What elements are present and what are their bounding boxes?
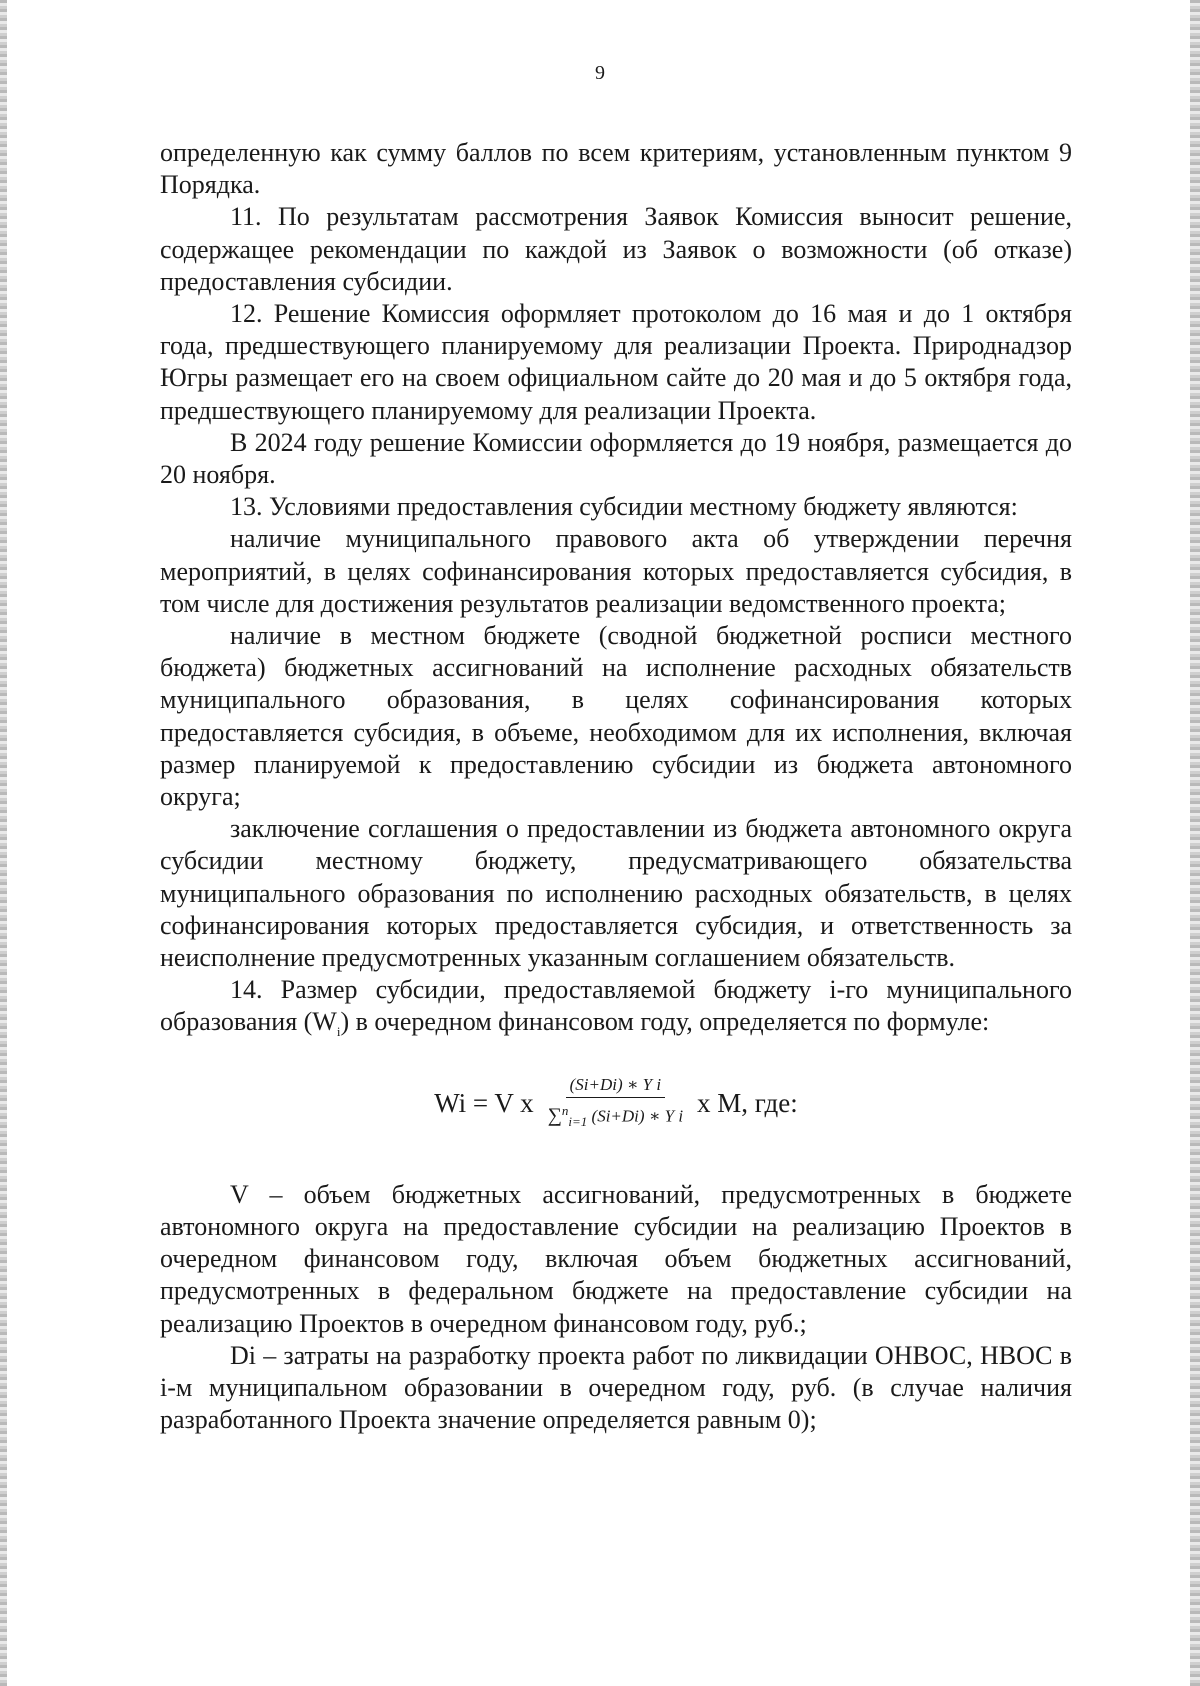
paragraph: Di – затраты на разработку проекта работ по ликвидации ОНВОС, НВОС в i-м муниципальном образовании в очередном году, руб. (в случае наличия разработанного Проекта значение определяется равным 0); <box>160 1340 1072 1435</box>
paragraph: определенную как сумму баллов по всем критериям, установленным пунктом 9 Порядка. <box>160 138 1072 200</box>
paragraph: В 2024 году решение Комиссии оформляется до 19 ноября, размещается до 20 ноября. <box>160 427 1072 490</box>
sum-lower-limit: i=1 <box>568 1113 588 1129</box>
scan-edge-right <box>1190 0 1200 1686</box>
spacer <box>160 1157 1072 1179</box>
paragraph: 12. Решение Комиссия оформляет протоколом до 16 мая и до 1 октября года, предшествующего планируемому для реализации Проекта. Природнадзор Югры размещает его на своем официальном сайте до 20 мая и до 5 октября года, предшествующего планируемому для реализации Проекта. <box>160 299 1072 425</box>
paragraph: 13. Условиями предоставления субсидии местному бюджету являются: <box>230 492 1018 522</box>
subsidy-formula <box>160 1063 1072 1143</box>
sum-upper-limit: n <box>561 1102 569 1118</box>
formula-denominator-rest: (Si+Di) ∗ Y i <box>591 1106 684 1126</box>
scan-edge-left <box>0 0 7 1686</box>
formula-lhs: Wi = V x <box>434 1087 534 1118</box>
document-body <box>160 137 1072 1437</box>
formula-numerator: (Si+Di) ∗ Y i <box>566 1074 666 1098</box>
clause-14 <box>160 974 1072 1049</box>
paragraph: наличие в местном бюджете (сводной бюджетной росписи местного бюджета) бюджетных ассигнований на исполнение расходных обязательств муниципального образования, в целях софинансирования которых предоставляется субсидия, в объеме, необходимом для их исполнения, включая размер планируемой к предоставлению субсидии из бюджета автономного округа; <box>160 621 1072 812</box>
clause-14-text-a: 14. Размер субсидии, предоставляемой бюджету i-го муниципального образования (W <box>160 975 1072 1037</box>
clause-14-text-b: ) в очередном финансовом году, определяется по формуле: <box>340 1007 990 1037</box>
paragraph: заключение соглашения о предоставлении из бюджета автономного округа субсидии местному бюджету, предусматривающего обязательства муниципального образования по исполнению расходных обязательств, в целях софинансирования которых предоставляется субсидия, и ответственность за неисполнение предусмотренных указанным соглашением обязательств. <box>160 814 1072 973</box>
clause-14-subscript: i <box>336 1024 341 1040</box>
sum-symbol: ∑ <box>547 1104 562 1127</box>
paragraph: 11. По результатам рассмотрения Заявок Комиссия выносит решение, содержащее рекомендации по каждой из Заявок о возможности (об отказе) предоставления субсидии. <box>160 202 1072 296</box>
formula-denominator <box>544 1098 687 1132</box>
paragraphs-before-formula <box>160 137 1072 974</box>
page-number: 9 <box>595 62 605 84</box>
formula-rhs: x M, где: <box>697 1087 798 1118</box>
paragraph: V – объем бюджетных ассигнований, предусмотренных в бюджете автономного округа на предоставление субсидии на реализацию Проектов в очередном финансовом году, включая объем бюджетных ассигнований, предусмотренных в федеральном бюджете на предоставление субсидии на реализацию Проектов в очередном финансовом году, руб.; <box>160 1179 1072 1338</box>
paragraphs-after-formula <box>160 1179 1072 1437</box>
paragraph: наличие муниципального правового акта об утверждении перечня мероприятий, в целях софинансирования которых предоставляется субсидия, в том числе для достижения результатов реализации ведомственного проекта; <box>160 524 1072 618</box>
formula-fraction <box>544 1074 687 1132</box>
